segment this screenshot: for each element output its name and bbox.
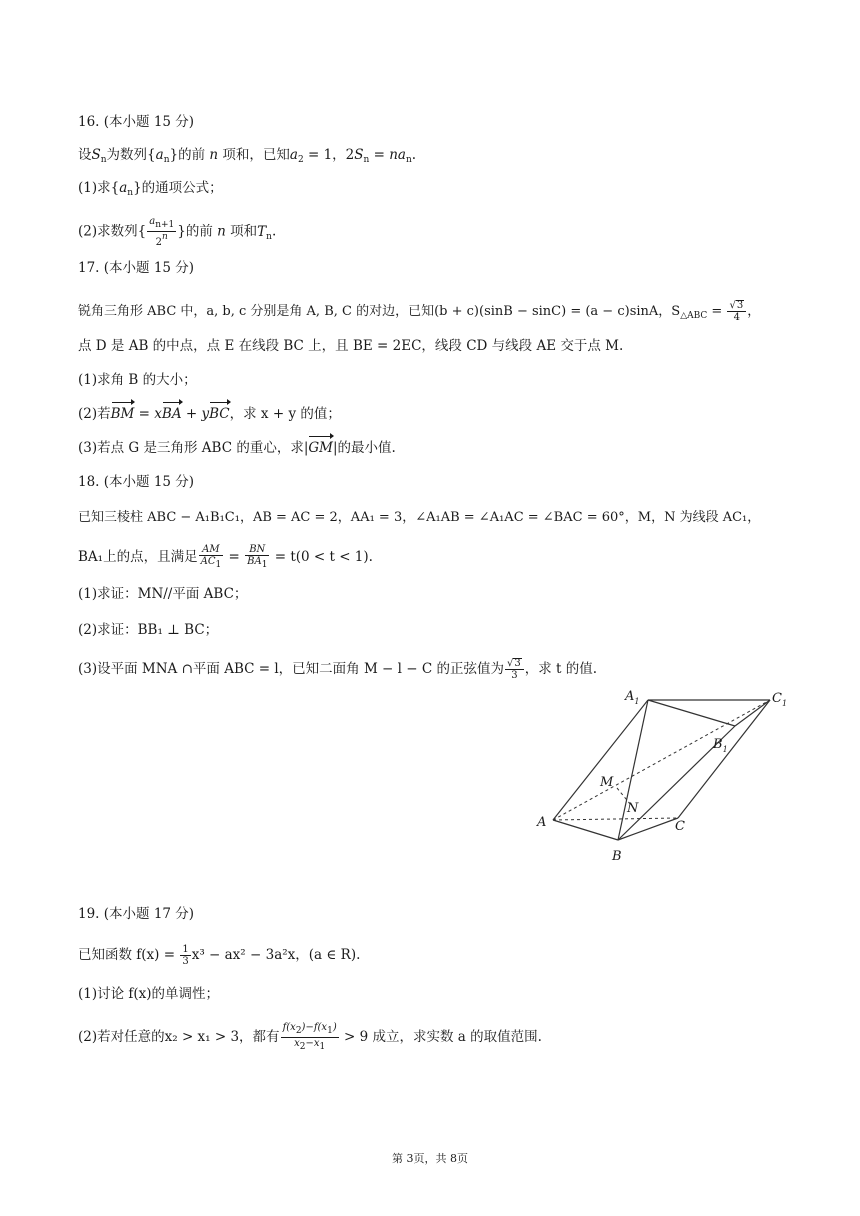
edge-A-C bbox=[553, 818, 678, 820]
q18-stem2: BA₁上的点，且满足 $\frac{AM}{AC1}$ = $\frac{BN}{BA1}$ = t(0 < t < 1). bbox=[78, 544, 373, 570]
q18-part3: (3)设平面 MNA ∩平面 ABC = l，已知二面角 M − l − C 的正弦值为 $\frac{√3}{3}$ ，求 t 的值. bbox=[78, 658, 598, 681]
q18-stem1: 已知三棱柱 ABC − A₁B₁C₁，AB = AC = 2，AA₁ = 3，∠A₁AB = ∠A₁AC = ∠BAC = 60°，M，N 为线段 AC₁， bbox=[78, 510, 761, 525]
prism-diagram bbox=[525, 680, 795, 870]
label-C1: $C_1$ bbox=[772, 691, 788, 708]
label-B1: $B_1$ bbox=[713, 737, 728, 754]
label-B: B bbox=[612, 849, 622, 864]
q16-stem: 设$S_n$为数列$\{a_n\}$的前 n 项和，已知$a_2 = 1$，$2S_n = na_n$. bbox=[78, 147, 417, 165]
edge-A-B bbox=[553, 820, 618, 840]
edge-C-C1 bbox=[678, 700, 770, 818]
q17-part3: (3)若点 G 是三角形 ABC 的重心，求|GM|的最小值. bbox=[78, 440, 396, 456]
q19-part2: (2)若对任意的x₂ > x₁ > 3，都有 $\frac{f(x2)-f(x1)}{x2-x1}$ > 9 成立，求实数 a 的取值范围. bbox=[78, 1022, 542, 1052]
q19-stem: 已知函数 f(x) = $\frac{1}{3}$ x³ − ax² − 3a²x，(a ∈ R). bbox=[78, 944, 361, 967]
q17-stem1: 锐角三角形 ABC 中，a, b, c 分别是角 A, B, C 的对边，已知(b + c)(sinB − sinC) = (a − c)sinA，$S_{\triangle ABC}$ = $\frac{√3}{4}$ ， bbox=[78, 300, 761, 323]
q17-stem2: 点 D 是 AB 的中点，点 E 在线段 BC 上，且 BE = 2EC，线段 CD 与线段 AE 交于点 M. bbox=[78, 338, 624, 354]
label-N: N bbox=[627, 801, 639, 816]
label-C: C bbox=[675, 819, 685, 834]
q19-part1: (1)讨论 f(x)的单调性； bbox=[78, 986, 220, 1002]
q17-part2: (2)若BM = xBA + yBC，求 x + y 的值； bbox=[78, 406, 341, 422]
page-footer: 第 3页，共 8页 bbox=[392, 1152, 468, 1165]
q18-title: 18. (本小题 15 分) bbox=[78, 474, 195, 490]
q17-part1: (1)求角 B 的大小； bbox=[78, 372, 197, 388]
edge-B-C bbox=[618, 818, 678, 840]
q16-title: 16. (本小题 15 分) bbox=[78, 114, 195, 130]
q18-part2: (2)求证：BB₁ ⊥ BC； bbox=[78, 622, 219, 638]
edge-A1-B1 bbox=[648, 700, 735, 726]
q16-part1: (1)求$\{a_n\}$的通项公式； bbox=[78, 180, 223, 198]
edge-A-C1 bbox=[553, 700, 770, 820]
q19-title: 19. (本小题 17 分) bbox=[78, 906, 195, 922]
label-A1: $A_1$ bbox=[625, 689, 640, 706]
q17-title: 17. (本小题 15 分) bbox=[78, 260, 195, 276]
q16-part2: (2)求数列{ $\frac{an+1}{2n}$ }的前 n 项和$T_n$. bbox=[78, 216, 277, 248]
q18-part1: (1)求证：MN//平面 ABC； bbox=[78, 586, 248, 602]
label-M: M bbox=[600, 775, 614, 790]
label-A: A bbox=[537, 815, 547, 830]
